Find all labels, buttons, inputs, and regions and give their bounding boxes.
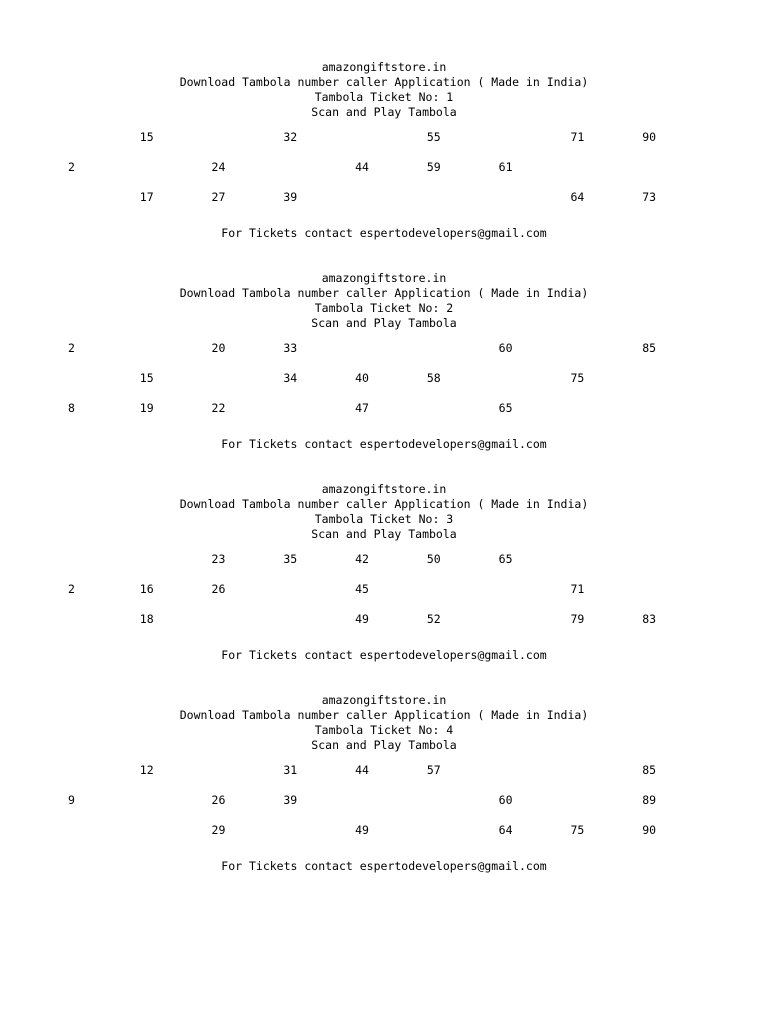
ticket-row	[0, 604, 768, 634]
ticket-row	[0, 574, 768, 604]
ticket-cell: 55	[426, 130, 441, 144]
ticket-cell: 73	[642, 190, 657, 204]
ticket-cell: 32	[283, 130, 298, 144]
contact-line: For Tickets contact espertodevelopers@gmail.com	[221, 859, 547, 873]
ticket-block	[0, 693, 768, 874]
ticket-cell: 65	[498, 552, 513, 566]
ticket-cell: 24	[211, 160, 226, 174]
ticket-cell: 29	[211, 823, 226, 837]
ticket-cell: 71	[570, 130, 585, 144]
ticket-row	[0, 815, 768, 845]
ticket-cell: 20	[211, 341, 226, 355]
ticket-row	[0, 363, 768, 393]
ticket-grid	[0, 333, 768, 423]
ticket-cell: 2	[68, 341, 75, 355]
ticket-cell: 58	[426, 371, 441, 385]
ticket-cell: 89	[642, 793, 657, 807]
ticket-cell: 83	[642, 612, 657, 626]
ticket-row	[0, 393, 768, 423]
contact-line: For Tickets contact espertodevelopers@gmail.com	[221, 648, 547, 662]
ticket-cell: 61	[498, 160, 513, 174]
ticket-cell: 50	[426, 552, 441, 566]
ticket-cell: 39	[283, 190, 298, 204]
ticket-cell: 31	[283, 763, 298, 777]
ticket-cell: 64	[570, 190, 585, 204]
download-line: Download Tambola number caller Application ( Made in India)	[179, 286, 589, 300]
ticket-cell: 60	[498, 341, 513, 355]
ticket-cell: 2	[68, 582, 75, 596]
ticket-cell: 71	[570, 582, 585, 596]
ticket-cell: 64	[498, 823, 513, 837]
ticket-block	[0, 271, 768, 452]
scan-line: Scan and Play Tambola	[311, 738, 457, 752]
contact-line: For Tickets contact espertodevelopers@gmail.com	[221, 437, 547, 451]
ticket-cell: 27	[211, 190, 226, 204]
ticket-row	[0, 122, 768, 152]
ticket-cell: 90	[642, 823, 657, 837]
ticket-cell: 18	[139, 612, 154, 626]
ticket-cell: 23	[211, 552, 226, 566]
scan-line: Scan and Play Tambola	[311, 527, 457, 541]
scan-line: Scan and Play Tambola	[311, 105, 457, 119]
ticket-cell: 45	[355, 582, 369, 596]
ticket-cell: 9	[68, 793, 75, 807]
ticket-cell: 15	[139, 371, 154, 385]
ticket-cell: 44	[355, 763, 369, 777]
site-name: amazongiftstore.in	[321, 60, 447, 74]
ticket-cell: 59	[426, 160, 441, 174]
ticket-cell: 85	[642, 763, 657, 777]
ticket-cell: 19	[139, 401, 154, 415]
ticket-cell: 60	[498, 793, 513, 807]
ticket-cell: 34	[283, 371, 298, 385]
ticket-title: Tambola Ticket No: 3	[314, 512, 454, 526]
ticket-cell: 22	[211, 401, 226, 415]
ticket-cell: 44	[355, 160, 369, 174]
ticket-cell: 75	[570, 371, 585, 385]
ticket-row	[0, 182, 768, 212]
site-name: amazongiftstore.in	[321, 693, 447, 707]
ticket-cell: 40	[355, 371, 369, 385]
ticket-cell: 26	[211, 582, 226, 596]
ticket-row	[0, 544, 768, 574]
ticket-cell: 47	[355, 401, 369, 415]
ticket-grid	[0, 544, 768, 634]
ticket-cell: 79	[570, 612, 585, 626]
ticket-block	[0, 482, 768, 663]
ticket-cell: 8	[68, 401, 75, 415]
ticket-title: Tambola Ticket No: 4	[314, 723, 454, 737]
ticket-cell: 2	[68, 160, 75, 174]
ticket-cell: 35	[283, 552, 298, 566]
ticket-grid	[0, 122, 768, 212]
ticket-block	[0, 60, 768, 241]
download-line: Download Tambola number caller Application ( Made in India)	[179, 497, 589, 511]
ticket-cell: 65	[498, 401, 513, 415]
download-line: Download Tambola number caller Application ( Made in India)	[179, 708, 589, 722]
ticket-title: Tambola Ticket No: 2	[314, 301, 454, 315]
ticket-cell: 42	[355, 552, 369, 566]
ticket-cell: 33	[283, 341, 298, 355]
ticket-cell: 85	[642, 341, 657, 355]
scan-line: Scan and Play Tambola	[311, 316, 457, 330]
ticket-cell: 12	[139, 763, 154, 777]
ticket-cell: 17	[139, 190, 154, 204]
ticket-row	[0, 755, 768, 785]
ticket-cell: 75	[570, 823, 585, 837]
ticket-grid	[0, 755, 768, 845]
ticket-cell: 49	[355, 612, 369, 626]
ticket-row	[0, 785, 768, 815]
ticket-cell: 49	[355, 823, 369, 837]
ticket-cell: 57	[426, 763, 441, 777]
ticket-title: Tambola Ticket No: 1	[314, 90, 454, 104]
ticket-row	[0, 152, 768, 182]
ticket-cell: 16	[139, 582, 154, 596]
ticket-row	[0, 333, 768, 363]
site-name: amazongiftstore.in	[321, 482, 447, 496]
ticket-cell: 26	[211, 793, 226, 807]
ticket-cell: 15	[139, 130, 154, 144]
ticket-cell: 39	[283, 793, 298, 807]
site-name: amazongiftstore.in	[321, 271, 447, 285]
contact-line: For Tickets contact espertodevelopers@gmail.com	[221, 226, 547, 240]
ticket-cell: 52	[426, 612, 441, 626]
ticket-cell: 90	[642, 130, 657, 144]
download-line: Download Tambola number caller Application ( Made in India)	[179, 75, 589, 89]
